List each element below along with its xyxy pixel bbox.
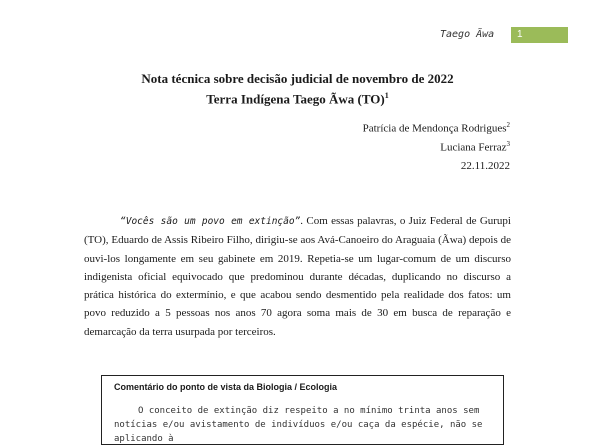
running-header: Taego Ãwa <box>440 29 495 40</box>
author-2: Luciana Ferraz$^3$ <box>440 139 510 154</box>
comment-box <box>101 375 504 445</box>
authors-block <box>363 118 510 155</box>
paragraph-text: . Com essas palavras, o Juiz Federal de Gurupi (TO), Eduardo de Assis Ribeiro Filho, dirigiu-se aos Avá-Canoeiro do Araguaia (Ãwa) depois de ouvi-los longamente em seu gabinete em 2019. Repetia-se um lugar-comum de um discurso indigenista oficial equivocado que predominou durante décadas, duplicando no discurso a prática histórica do extermínio, e que acabou sendo desmentido pela realidade dos fatos: um povo reduzido a 5 pessoas nos anos 70 agora soma mais de 30 em busca de reparação e demarcação da terra usurpada por terceiros. <box>84 215 511 338</box>
title-footnote-marker[interactable]: 1 <box>384 91 389 100</box>
opening-quote: “Vocês são um povo em extinção” <box>120 216 301 227</box>
comment-box-text: O conceito de extinção diz respeito a no mínimo trinta anos sem notícias e/ou avistamento de indivíduos e/ou caça da espécie, não se aplicando à <box>114 406 483 444</box>
body-paragraph <box>84 212 511 341</box>
author-2-footnote-marker[interactable]: 3 <box>506 139 510 148</box>
author-1: Patrícia de Mendonça Rodrigues$^2$ <box>362 121 510 135</box>
title-line-1: Nota técnica sobre decisão judicial de novembro de 2022 <box>141 71 454 86</box>
document-date: 22.11.2022 <box>460 160 510 172</box>
author-1-footnote-marker[interactable]: 2 <box>506 121 510 129</box>
page-number: 1 <box>511 27 568 43</box>
title-line-2: Terra Indígena Taego Ãwa (TO)$^1$ <box>206 91 389 107</box>
comment-box-title: Comentário do ponto de vista da Biologia / Ecologia <box>114 382 338 392</box>
document-title <box>0 70 595 107</box>
